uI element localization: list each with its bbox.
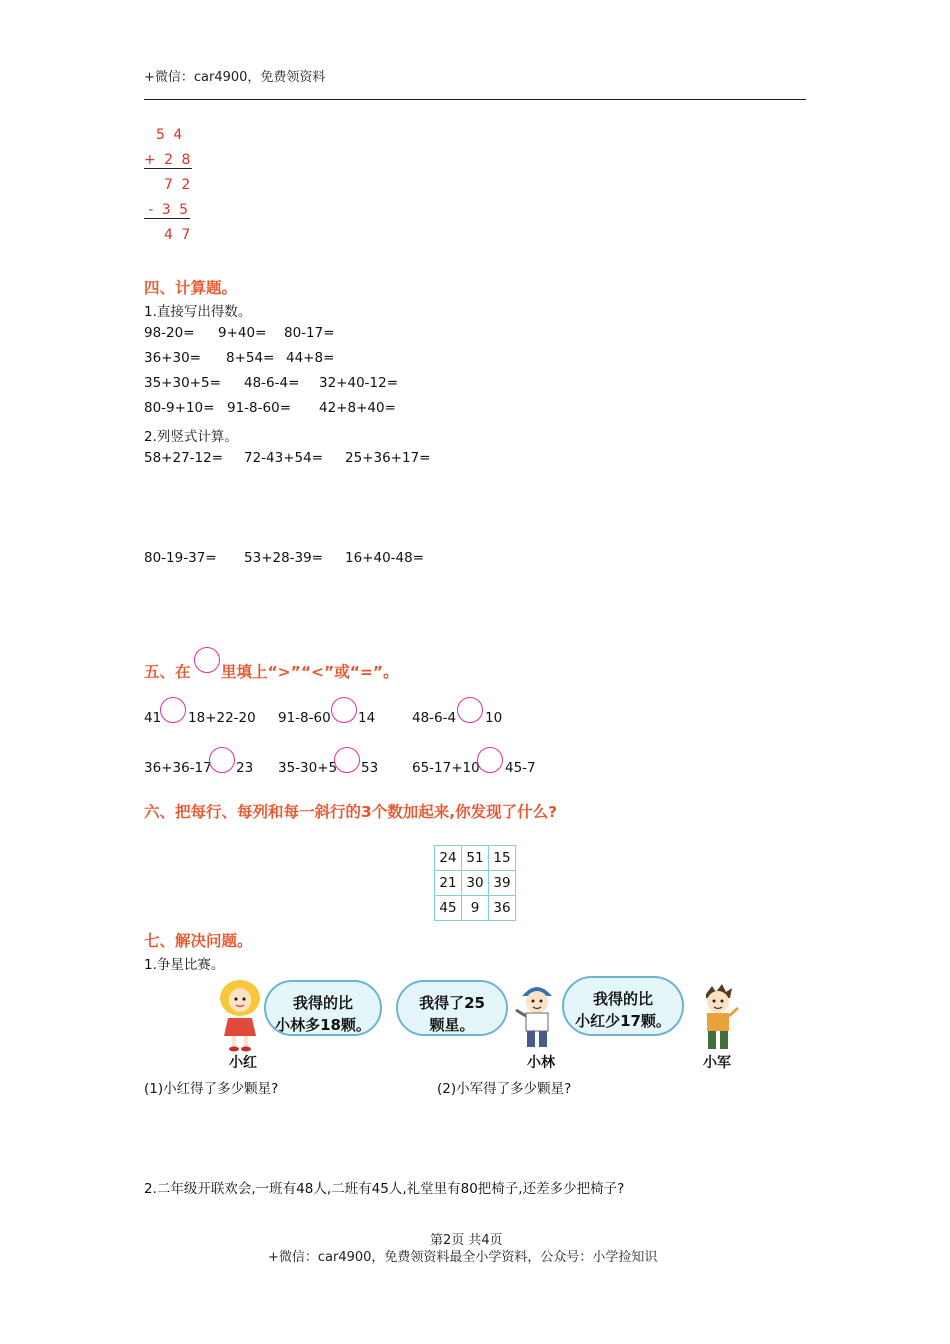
compare-blank[interactable] [209,747,235,773]
header-rule [144,99,806,100]
compare-left: 41 [144,710,162,726]
equation: 48-6-4= [244,375,300,391]
section4-title: 四、计算题。 [144,279,238,297]
page-number: 第2页 共4页 [430,1233,503,1248]
vertical-calc-row5: 4 7 [164,227,193,243]
speech-bubble-xiaojun [562,976,684,1036]
grid-cell: 45 [435,896,462,921]
sub-question-2: (2)小军得了多少颗星? [437,1081,572,1097]
boy-xiaojun-illustration [696,982,740,1054]
compare-right: 53 [361,760,379,776]
speech-bubble-xiaolin [396,980,508,1036]
character-name: 小林 [527,1055,555,1071]
grid-cell: 36 [489,896,516,921]
section7-title: 七、解决问题。 [144,932,253,950]
equation: 53+28-39= [244,550,324,566]
compare-left: 48-6-4 [412,710,457,726]
compare-blank[interactable] [457,697,483,723]
section7-q2: 2.二年级开联欢会,一班有48人,二班有45人,礼堂里有80把椅子,还差多少把椅子? [144,1181,625,1197]
grid-cell: 15 [489,846,516,871]
compare-right: 45-7 [505,760,536,776]
equation: 80-9+10= [144,400,215,416]
compare-left: 65-17+10 [412,760,480,776]
vertical-calc-row3: 7 2 [164,177,193,193]
sub-question-1: (1)小红得了多少颗星? [144,1081,279,1097]
equation: 80-19-37= [144,550,217,566]
equation: 42+8+40= [319,400,396,416]
equation: 58+27-12= [144,450,224,466]
compare-left: 91-8-60 [278,710,331,726]
vertical-calc-row2: + 2 8 [144,152,193,168]
equation: 72-43+54= [244,450,324,466]
bubble-line: 我得了25 [419,994,485,1012]
equation: 16+40-48= [345,550,425,566]
speech-bubble-xiaohong [264,980,382,1036]
equation: 91-8-60= [227,400,291,416]
header-text: +微信：car4900，免费领资料 [144,70,326,85]
equation: 9+40= [218,325,267,341]
bubble-line: 小红少17颗。 [575,1012,671,1030]
compare-blank[interactable] [334,747,360,773]
compare-left: 36+36-17 [144,760,212,776]
equation: 25+36+17= [345,450,431,466]
magic-square-grid [434,845,516,921]
footer-text: +微信：car4900，免费领资料最全小学资料，公众号：小学捡知识 [268,1250,658,1265]
equation: 44+8= [286,350,335,366]
compare-blank[interactable] [331,697,357,723]
grid-cell: 39 [489,871,516,896]
bubble-line: 我得的比 [592,990,653,1008]
grid-cell: 21 [435,871,462,896]
compare-right: 18+22-20 [188,710,256,726]
grid-cell: 30 [462,871,489,896]
bubble-line: 颗星。 [429,1016,475,1034]
grid-cell: 9 [462,896,489,921]
section7-q1-title: 1.争星比赛。 [144,957,225,973]
compare-blank[interactable] [477,747,503,773]
compare-right: 14 [358,710,376,726]
blank-circle-icon [194,647,220,673]
compare-left: 35-30+5 [278,760,338,776]
section6-title: 六、把每行、每列和每一斜行的3个数加起来,你发现了什么? [144,803,558,821]
bubble-line: 小林多18颗。 [275,1016,371,1034]
section4-q2-title: 2.列竖式计算。 [144,429,238,445]
vertical-calc-row4: - 3 5 [144,202,190,219]
equation: 36+30= [144,350,201,366]
boy-xiaolin-illustration [512,980,562,1052]
equation: 35+30+5= [144,375,221,391]
grid-cell: 51 [462,846,489,871]
compare-blank[interactable] [160,697,186,723]
section5-title-b: 里填上“>”“<”或“=”。 [221,663,399,681]
character-name: 小军 [703,1055,731,1071]
section4-q1-title: 1.直接写出得数。 [144,304,252,320]
character-name: 小红 [229,1055,257,1071]
equation: 32+40-12= [319,375,399,391]
equation: 80-17= [284,325,335,341]
grid-row [435,871,516,896]
grid-row [435,896,516,921]
compare-right: 23 [236,760,254,776]
vertical-calc-row1: 5 4 [156,127,185,143]
grid-cell: 24 [435,846,462,871]
bubble-line: 我得的比 [292,994,353,1012]
section5-title-a: 五、在 [144,663,191,681]
compare-right: 10 [485,710,503,726]
equation: 8+54= [226,350,275,366]
grid-row [435,846,516,871]
girl-xiaohong-illustration [212,978,268,1052]
equation: 98-20= [144,325,195,341]
